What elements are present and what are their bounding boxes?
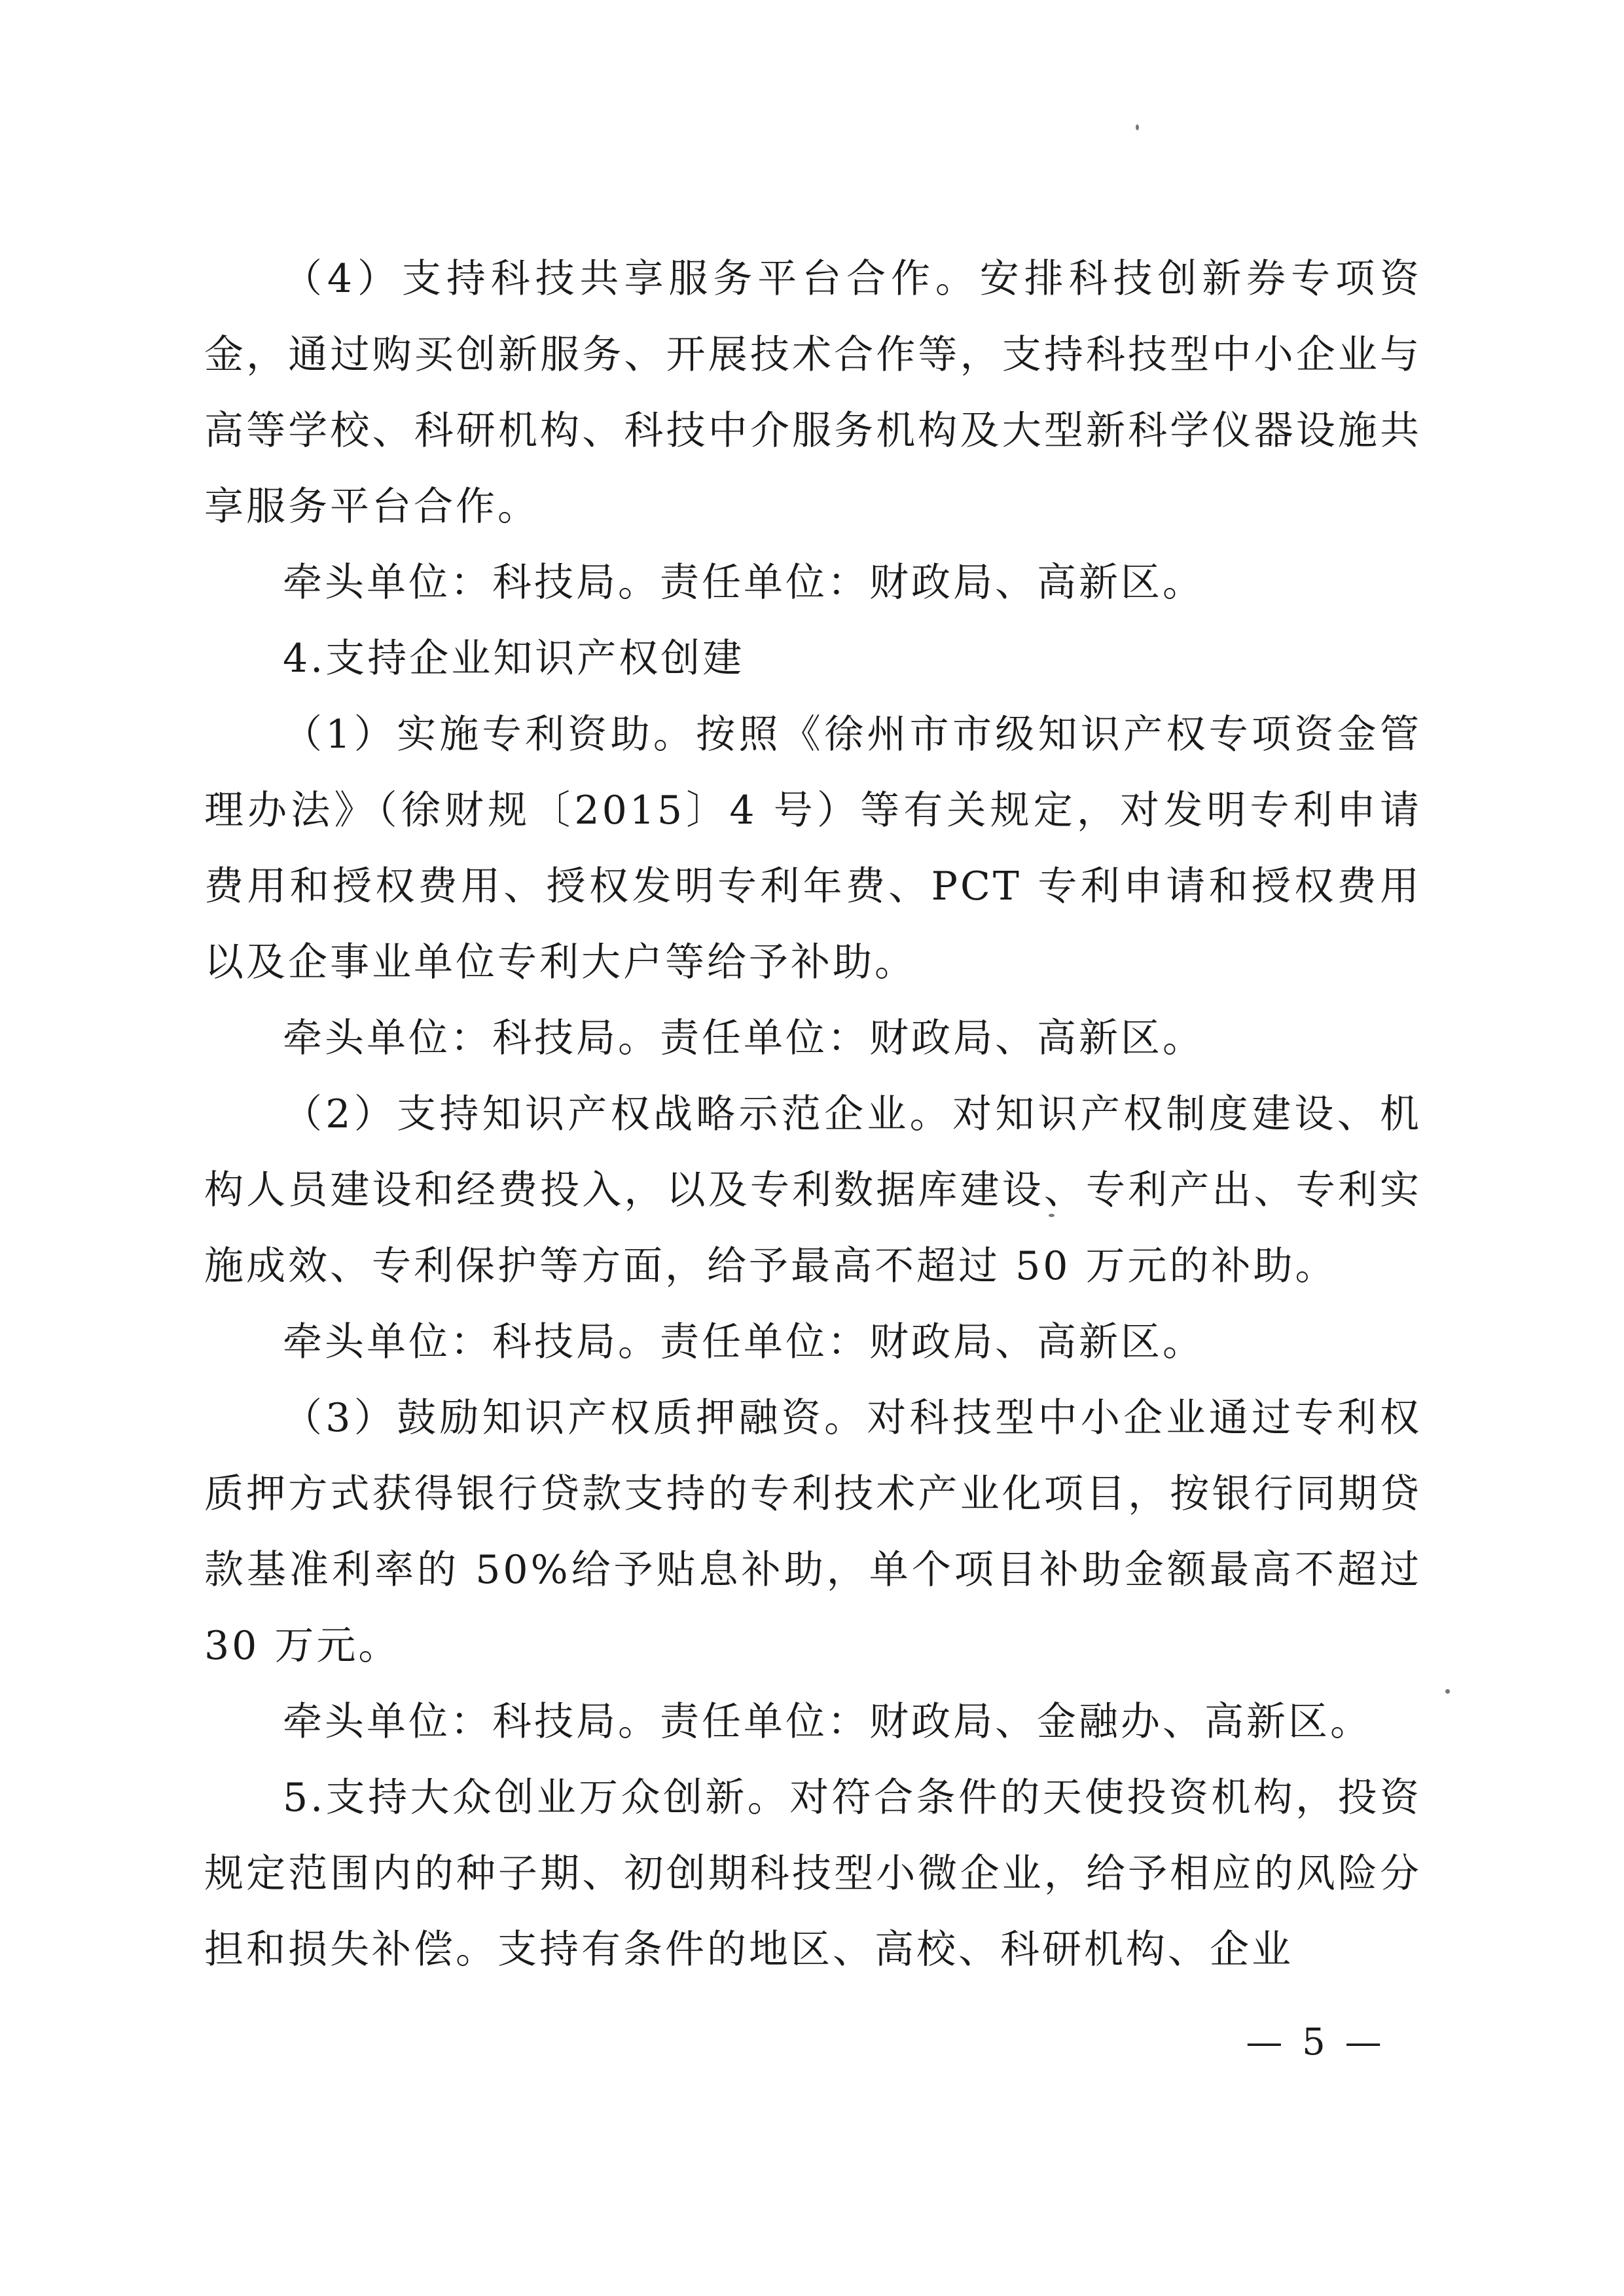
paragraph-4-4-science-sharing-platform: （4）支持科技共享服务平台合作。安排科技创新券专项资金，通过购买创新服务、开展技术合作等，支持科技型中小企业与高等学校、科研机构、科技中介服务机构及大型新科学仪器设施共享服务平台合作。 — [204, 256, 1422, 530]
document-body — [204, 241, 1422, 1988]
paragraph-lead-unit-4: 牵头单位：科技局。责任单位：财政局、金融办、高新区。 — [283, 1699, 1372, 1745]
scan-speck — [1136, 124, 1139, 130]
scan-speck — [1445, 1689, 1450, 1694]
paragraph-patent-funding: （1）实施专利资助。按照《徐州市市级知识产权专项资金管理办法》（徐财规〔2015〕4 号）等有关规定，对发明专利申请费用和授权费用、授权发明专利年费、PCT 专利申请和授权费用以及企事业单位专利大户等给予补助。 — [204, 712, 1422, 985]
paragraph-lead-unit-1: 牵头单位：科技局。责任单位：财政局、高新区。 — [283, 560, 1204, 606]
paragraph-lead-unit-3: 牵头单位：科技局。责任单位：财政局、高新区。 — [283, 1319, 1204, 1365]
paragraph-ip-pledge-financing: （3）鼓励知识产权质押融资。对科技型中小企业通过专利权质押方式获得银行贷款支持的专利技术产业化项目，按银行同期贷款基准利率的 50%给予贴息补助，单个项目补助金额最高不超过 30 万元。 — [204, 1395, 1422, 1669]
paragraph-ip-demonstration-enterprise: （2）支持知识产权战略示范企业。对知识产权制度建设、机构人员建设和经费投入，以及专利数据库建设、专利产出、专利实施成效、专利保护等方面，给予最高不超过 50 万元的补助。 — [204, 1091, 1422, 1289]
scan-speck — [1049, 1214, 1055, 1217]
page-number: — 5 — — [1246, 2021, 1386, 2064]
paragraph-mass-entrepreneurship: 5.支持大众创业万众创新。对符合条件的天使投资机构，投资规定范围内的种子期、初创期科技型小微企业，给予相应的风险分担和损失补偿。支持有条件的地区、高校、科研机构、企业 — [204, 1775, 1422, 1973]
paragraph-lead-unit-2: 牵头单位：科技局。责任单位：财政局、高新区。 — [283, 1015, 1204, 1061]
section-heading-ip-creation: 4.支持企业知识产权创建 — [283, 636, 745, 682]
